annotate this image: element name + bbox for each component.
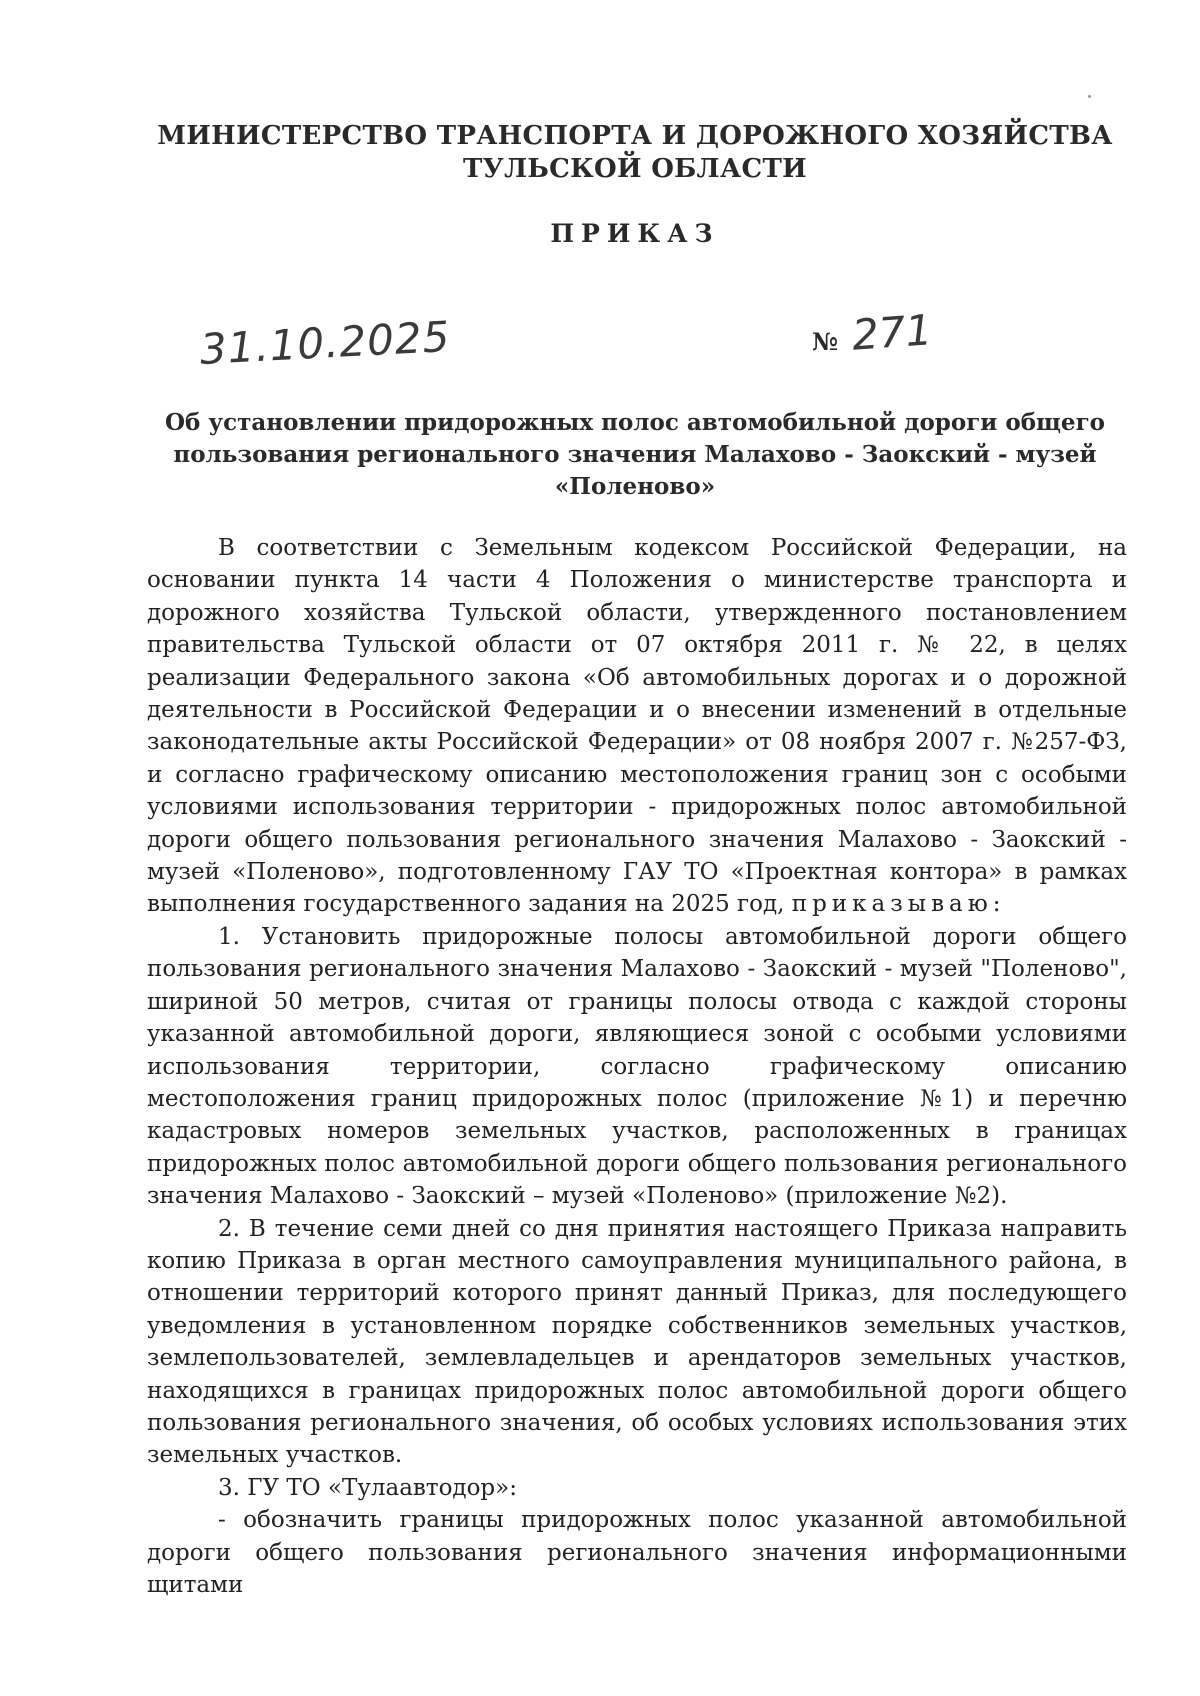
order-body	[147, 532, 1127, 1601]
subject-line2: пользования регионального значения Малахово - Заокский - музей	[173, 441, 1097, 468]
preamble-paragraph	[147, 532, 1127, 921]
item-3-subitem-1: - обозначить границы придорожных полос указанной автомобильной дороги общего пользования регионального значения информационными щитами	[147, 1507, 1127, 1598]
item-1-paragraph: 1. Установить придорожные полосы автомобильной дороги общего пользования регионального значения Малахово - Заокский - музей "Поленово", шириной 50 метров, считая от границы полосы отвода с каждой стороны указанной автомобильной дороги, являющиеся зоной с особыми условиями использования территории, согласно графическому описанию местоположения границ придорожных полос (приложение №1) и перечню кадастровых номеров земельных участков, расположенных в границах придорожных полос автомобильной дороги общего пользования регионального значения Малахово - Заокский – музей «Поленово» (приложение №2).	[147, 923, 1127, 1210]
preamble-text: В соответствии с Земельным кодексом Российской Федерации, на основании пункта 14 части 4 Положения о министерстве транспорта и дорожного хозяйства Тульской области, утвержденного постановлением правительства Тульской области от 07 октября 2011 г. № 22, в целях реализации Федерального закона «Об автомобильных дорогах и о дорожной деятельности в Российской Федерации и о внесении изменений в отдельные законодательные акты Российской Федерации» от 08 ноября 2007 г. №257-ФЗ, и согласно графическому описанию местоположения границ зон с особыми условиями использования территории - придорожных полос автомобильной дороги общего пользования регионального значения Малахово - Заокский - музей «Поленово», подготовленному ГАУ ТО «Проектная контора» в рамках выполнения государственного задания на 2025 год,	[147, 535, 1127, 918]
subject-line1: Об установлении придорожных полос автомобильной дороги общего	[164, 409, 1106, 436]
document-type-title: ПРИКАЗ	[550, 219, 720, 248]
order-subject	[150, 407, 1120, 503]
order-word: приказываю:	[791, 891, 1006, 918]
scan-speck	[1088, 95, 1091, 98]
handwritten-date: 31.10.2025	[198, 311, 452, 374]
number-sign: №	[812, 327, 839, 356]
ministry-header	[0, 120, 1200, 186]
ministry-name-line2: ТУЛЬСКОЙ ОБЛАСТИ	[463, 154, 807, 184]
item-3-heading: 3. ГУ ТО «Тулаавтодор»:	[218, 1474, 517, 1501]
handwritten-order-number: 271	[850, 305, 934, 360]
subject-line3: «Поленово»	[554, 473, 716, 500]
item-2-paragraph: 2. В течение семи дней со дня принятия настоящего Приказа направить копию Приказа в орган местного самоуправления муниципального района, в отношении территорий которого принят данный Приказ, для последующего уведомления в установленном порядке собственников земельных участков, землепользователей, землевладельцев и арендаторов земельных участков, находящихся в границах придорожных полос автомобильной дороги общего пользования регионального значения, об особых условиях использования этих земельных участков.	[147, 1215, 1127, 1469]
ministry-name-line1: МИНИСТЕРСТВО ТРАНСПОРТА И ДОРОЖНОГО ХОЗЯЙСТВА	[157, 121, 1113, 151]
